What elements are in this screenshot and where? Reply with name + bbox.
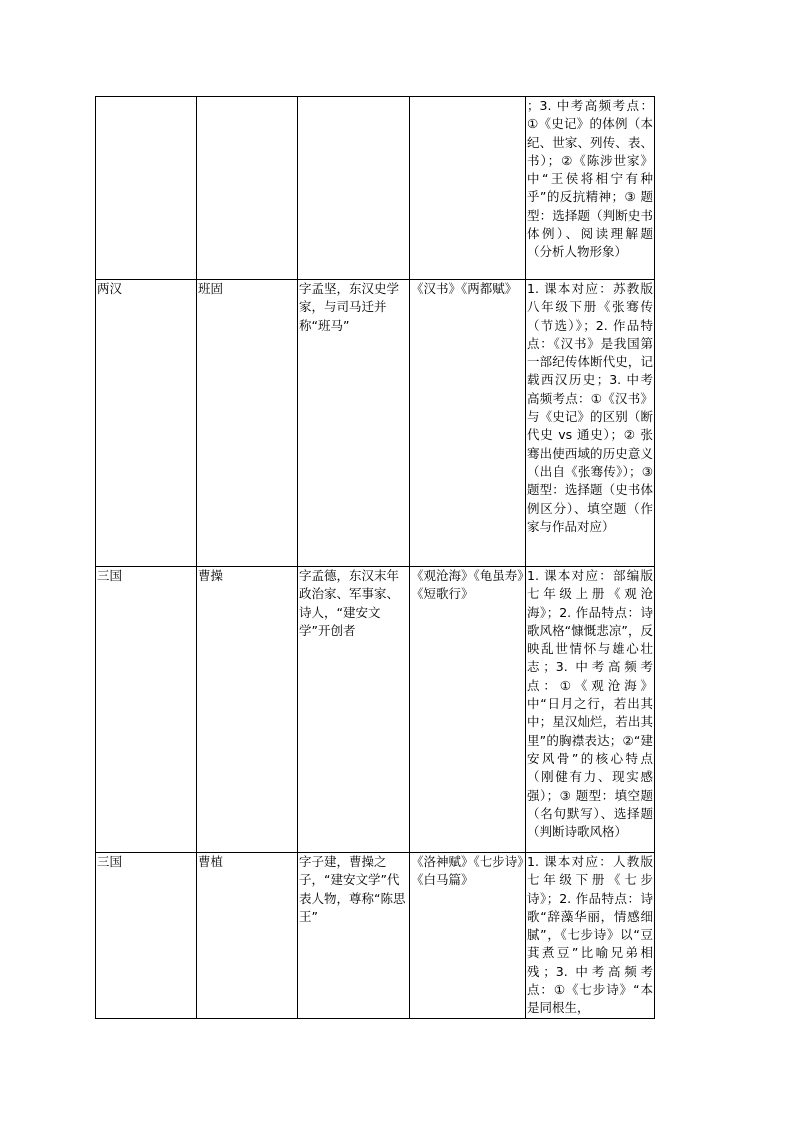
dynasty-cell — [96, 97, 197, 280]
dynasty-cell: 两汉 — [96, 280, 197, 567]
notes-cell: ；3. 中考高频考点：①《史记》的体例（本纪、世家、列传、表、书）；②《陈涉世家》中“王侯将相宁有种乎”的反抗精神；③ 题型：选择题（判断史书体例）、阅读理解题（分析人物形象） — [526, 97, 655, 280]
author-cell — [197, 97, 298, 280]
intro-cell — [298, 97, 410, 280]
table-row — [96, 280, 655, 567]
author-cell: 曹植 — [197, 853, 298, 1019]
dynasty-cell: 三国 — [96, 853, 197, 1019]
notes-cell: 1. 课本对应：部编版七年级上册《观沧海》；2. 作品特点：诗歌风格“慷慨悲凉”，反映乱世情怀与雄心壮志；3. 中考高频考点：①《观沧海》中“日月之行，若出其中；星汉灿烂，若出其里”的胸襟表达；②“建安风骨”的核心特点（刚健有力、现实感强）；③ 题型：填空题（名句默写）、选择题（判断诗歌风格） — [526, 567, 655, 853]
notes-cell: 1. 课本对应：人教版七年级下册《七步诗》；2. 作品特点：诗歌“辞藻华丽，情感细腻”，《七步诗》以“豆萁煮豆”比喻兄弟相残；3. 中考高频考点：①《七步诗》“本是同根生， — [526, 853, 655, 1019]
dynasty-cell: 三国 — [96, 567, 197, 853]
literature-table — [95, 96, 655, 1019]
table-row — [96, 567, 655, 853]
works-cell — [410, 97, 526, 280]
intro-cell: 字孟德，东汉末年政治家、军事家、诗人，“建安文学”开创者 — [298, 567, 410, 853]
works-cell: 《洛神赋》《七步诗》《白马篇》 — [410, 853, 526, 1019]
author-cell: 班固 — [197, 280, 298, 567]
table-row — [96, 853, 655, 1019]
notes-cell: 1. 课本对应：苏教版八年级下册《张骞传（节选）》；2. 作品特点：《汉书》是我国第一部纪传体断代史，记载西汉历史；3. 中考高频考点：①《汉书》与《史记》的区别（断代史 vs 通史）；② 张骞出使西域的历史意义（出自《张骞传》）；③ 题型：选择题（史书体例区分）、填空题（作家与作品对应） — [526, 280, 655, 567]
table-row — [96, 97, 655, 280]
works-cell: 《观沧海》《龟虽寿》《短歌行》 — [410, 567, 526, 853]
works-cell: 《汉书》《两都赋》 — [410, 280, 526, 567]
intro-cell: 字孟坚，东汉史学家，与司马迁并称“班马” — [298, 280, 410, 567]
intro-cell: 字子建，曹操之子，“建安文学”代表人物，尊称“陈思王” — [298, 853, 410, 1019]
author-cell: 曹操 — [197, 567, 298, 853]
